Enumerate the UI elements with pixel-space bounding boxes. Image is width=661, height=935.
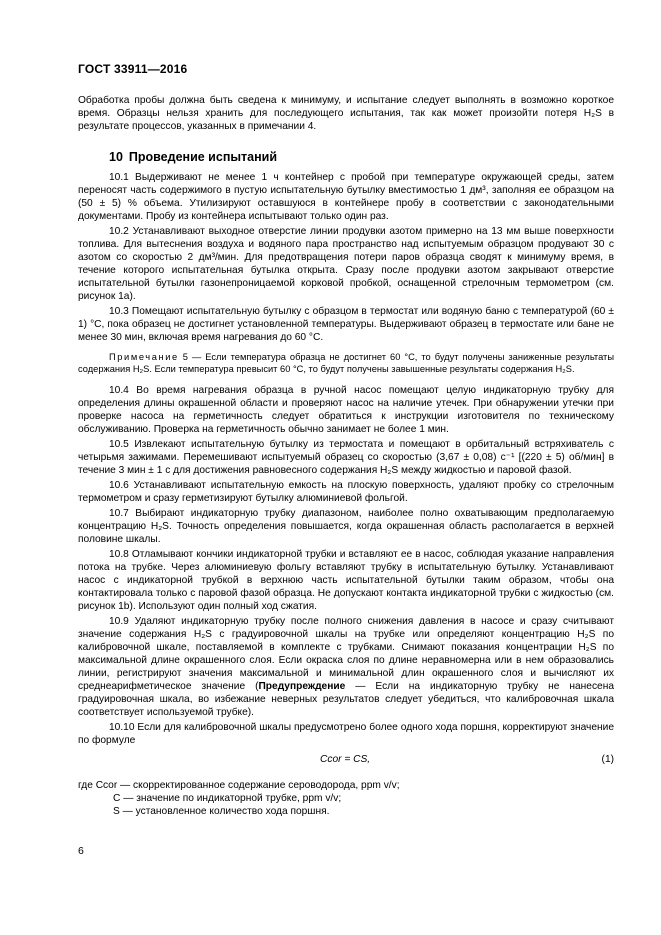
paragraph-10-4: 10.4 Во время нагревания образца в ручной насос помещают целую индикаторную трубку для определения длины окрашенной области и проверяют насос на наличие утечек. При обнаружении утечки при проверке насоса на герметичность следует обратиться к инструкции изготовителя по техническому обслуживанию. Проверка на герметичность обычно занимает не более 1 мин. [78,385,614,435]
formula-1 [78,751,614,769]
formula-expression: Ccor = CS, [320,754,371,765]
paragraph-10-8: 10.8 Отламывают кончики индикаторной трубки и вставляют ее в насос, соблюдая указание направления потока на трубке. Через алюминиевую фольгу вставляют трубку в испытательную бутылку. Устанавливают насос с индикаторной трубкой в верхнюю часть испытательной бутылки таким образом, чтобы она контактировала только с паровой фазой образца. Не допускают контакта индикаторной трубки с жидкостью (см. рисунок 1b). Используют один полный ход сжатия. [78,549,614,612]
formula-number: (1) [601,754,614,765]
note-text: 5 — Если температура образца не достигнет 60 °C, то будут получены заниженные результаты содержания H₂S. Если температура превысит 60 °C, то будут получены завышенные результаты содержания H₂S. [78,352,614,374]
section-heading [109,150,277,164]
intro-paragraph: Обработка пробы должна быть сведена к минимуму, и испытание следует выполнять в возможно короткое время. Образцы нельзя хранить для последующего испытания, так как может произойти потеря H₂S в результате процессов, указанных в примечании 4. [78,95,614,132]
intro-text [78,94,614,133]
paragraph-10-3: 10.3 Помещают испытательную бутылку с образцом в термостат или водяную баню с температурой (60 ± 1) °C, пока образец не достигнет установленной температуры. Выдерживают образец в термостате или бане не менее 30 мин, включая время нагревания до 60 °C. [78,306,614,343]
paragraph-10-9-part1: 10.9 Удаляют индикаторную трубку после полного снижения давления в насосе и сразу считывают значение содержания H₂S с градуировочной шкалы на трубке или определяют концентрацию H₂S по калибровочной шкале, поставляемой в комплекте с трубками. Снимают показания концентрации H₂S по максимальной длине окрашенного слоя. Если окраска слоя по длине неравномерна или в нем образовались линии, регистрируют значения максимальной и минимальной длин окрашенного слоя и вычисляют их среднеарифметическое значение ( [78,616,614,692]
note-label: Примечание [109,352,179,362]
section-number: 10 [109,150,123,164]
section-title: Проведение испытаний [128,150,278,164]
paragraph-10-9 [78,615,614,719]
paragraph-10-9-part2: — Если на индикаторную трубку не нанесена градуировочная шкала, во избежание неверных результатов следует убедиться, что калибровочная шкала соответствует используемой трубке). [78,681,614,718]
legend-c: C — значение по индикаторной трубке, ppm v/v; [113,793,342,804]
paragraph-10-6: 10.6 Устанавливают испытательную емкость на плоскую поверхность, удаляют пробку со стрелочным термометром и сразу герметизируют бутылку алюминиевой фольгой. [78,480,614,504]
paragraph-10-7: 10.7 Выбирают индикаторную трубку диапазоном, наиболее полно охватывающим предполагаемую концентрацию H₂S. Точность определения повышается, когда окрашенная область располагается в верхней половине шкалы. [78,508,614,545]
paragraph-10-1: 10.1 Выдерживают не менее 1 ч контейнер с пробой при температуре окружающей среды, затем переносят часть содержимого в пустую испытательную бутылку вместимостью 1 дм³, заполняя ее образцом на (50 ± 5) % объема. Утилизируют оставшуюся в контейнере пробу в соответствии с законодательными документами. Пробу из контейнера испытывают только один раз. [78,172,614,222]
warning-label: Предупреждение [258,681,346,692]
page-number: 6 [78,845,84,857]
legend-s: S — установленное количество хода поршня. [113,806,330,817]
legend-ccor: где Ccor — скорректированное содержание сероводорода, ppm v/v; [78,780,400,791]
paragraph-10-2: 10.2 Устанавливают выходное отверстие линии продувки азотом примерно на 13 мм выше поверхности топлива. Для вытеснения воздуха и водяного пара пространство над испытуемым образцом продувают 30 с азотом со скоростью 2 дм³/мин. Для предотвращения потери паров образца сводят к минимуму время, в течение которого испытательная бутылка открыта. Сразу после продувки азотом закрывают отверстие испытательной бутылки газонепроницаемой корковой пробкой, оснащенной стрелочным термометром (см. рисунок 1а). [78,226,614,302]
section-body [78,171,614,821]
note-5 [78,351,614,375]
formula-legend [78,779,614,821]
paragraph-10-10: 10.10 Если для калибровочной шкалы предусмотрено более одного хода поршня, корректируют значение по формуле [78,722,614,746]
paragraph-10-5: 10.5 Извлекают испытательную бутылку из термостата и помещают в орбитальный встряхиватель с четырьмя зажимами. Перемешивают испытуемый образец со скоростью (3,67 ± 0,08) с⁻¹ [(220 ± 5) об/мин] в течение 3 мин ± 1 с для достижения равновесного содержания H₂S между жидкостью и паровой фазой. [78,439,614,476]
standard-header: ГОСТ 33911—2016 [78,62,188,76]
